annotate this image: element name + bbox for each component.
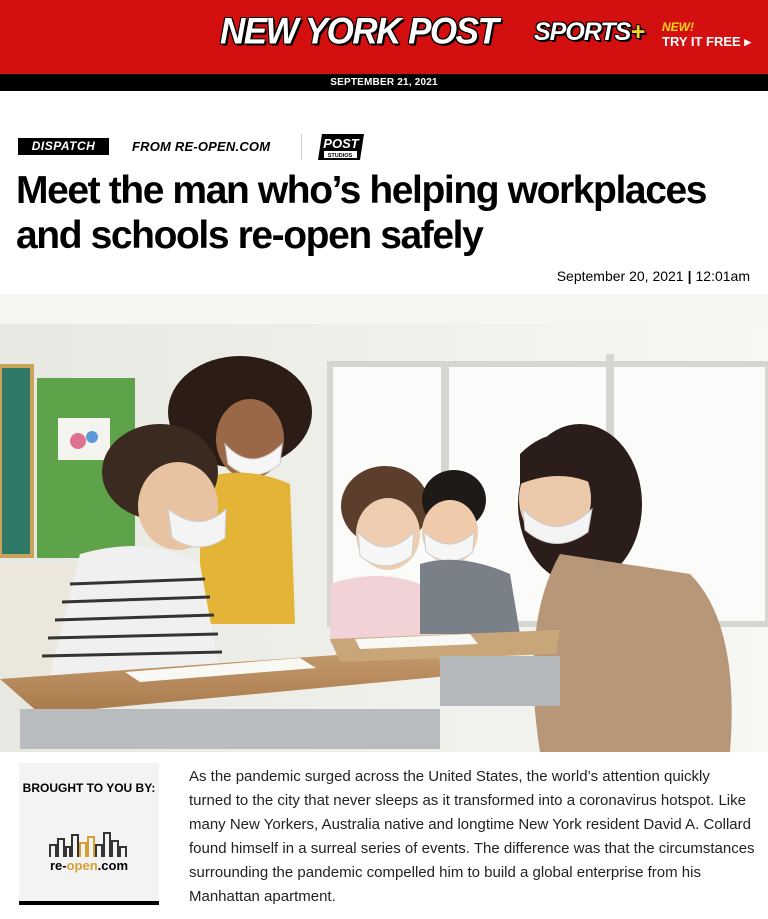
article-timestamp	[557, 268, 750, 284]
dispatch-tag[interactable]: DISPATCH	[18, 138, 109, 155]
sponsor-name-accent: open	[66, 858, 98, 873]
edition-date: SEPTEMBER 21, 2021	[0, 74, 768, 91]
sports-plus-link[interactable]	[534, 18, 644, 47]
publish-date: September 20, 2021	[556, 268, 684, 284]
sports-label: SPORTS	[534, 18, 631, 46]
meta-divider	[301, 134, 302, 160]
article-body-paragraph: As the pandemic surged across the United States, the world’s attention quickly turned to the city that never sleeps as it transformed into a coronavirus hotspot. Like many New Yorkers, Australia native and longtime New York resident David A. Collard found himself in a surreal series of events. The difference was that the circumstances surrounding the pandemic compelled him to build a global enterprise from his Manhattan apartment.	[189, 768, 755, 905]
try-it-free-link[interactable]: TRY IT FREE ▸	[662, 34, 751, 49]
article-meta	[18, 134, 378, 160]
source-label: FROM RE-OPEN.COM	[132, 139, 271, 154]
timestamp-separator: |	[687, 268, 692, 284]
nyp-logo[interactable]: NEW YORK POST	[220, 11, 498, 52]
new-badge: NEW!	[662, 20, 694, 34]
publish-time: 12:01am	[695, 268, 750, 284]
sponsor-name-start: re-	[49, 858, 67, 873]
site-header	[0, 0, 768, 74]
sponsor-label: BROUGHT TO YOU BY:	[22, 781, 156, 795]
sponsor-name-end: .com	[97, 858, 129, 873]
post-studios-logo-bottom: STUDIOS	[327, 153, 353, 159]
article-headline: Meet the man who’s helping workplaces and schools re-open safely	[16, 169, 707, 257]
sponsor-box[interactable]	[19, 763, 159, 905]
sports-plus-sign: +	[630, 18, 644, 46]
post-studios-logo	[318, 134, 364, 160]
classroom-illustration	[0, 294, 768, 752]
post-studios-logo-top: POST	[323, 136, 359, 151]
sponsor-name	[19, 858, 159, 873]
hero-image[interactable]	[0, 294, 768, 752]
